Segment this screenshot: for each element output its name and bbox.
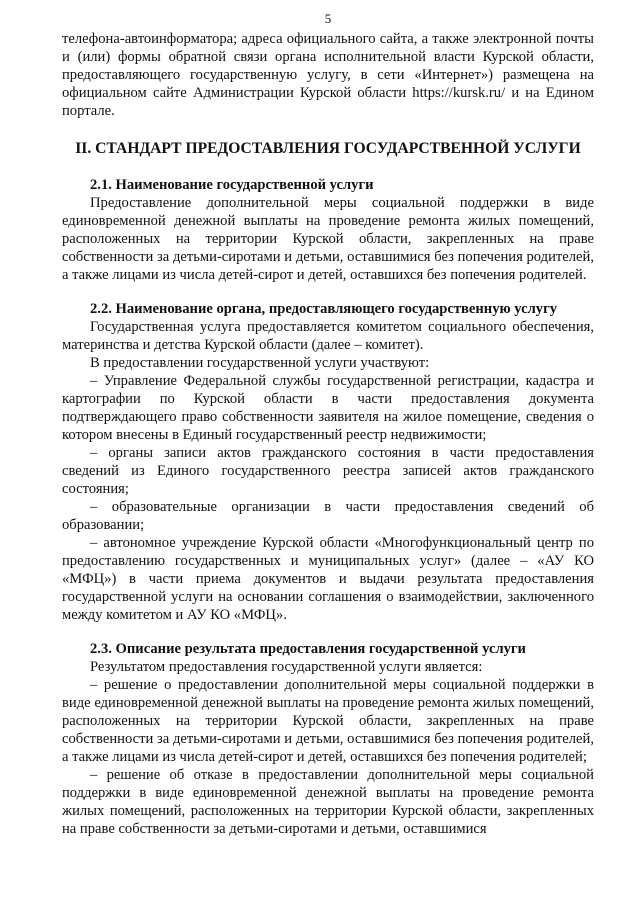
subsection-title: 2.1. Наименование государственной услуги [90, 177, 374, 193]
paragraph: – Управление Федеральной службы государственной регистрации, кадастра и картографии по Курской области в части предоставления документа подтверждающего право собственности заявителя на жилое помещение, сведения о котором внесены в Единый государственный реестр недвижимости; [62, 373, 594, 443]
paragraph: Результатом предоставления государственной услуги является: [90, 659, 483, 675]
paragraph: В предоставлении государственной услуги участвуют: [90, 355, 430, 371]
subsection-2-3 [62, 640, 594, 838]
section-title: II. СТАНДАРТ ПРЕДОСТАВЛЕНИЯ ГОСУДАРСТВЕННОЙ УСЛУГИ [75, 140, 581, 157]
document-content [62, 30, 594, 838]
intro-paragraph: телефона-автоинформатора; адреса официального сайта, а также электронной почты и (или) формы обратной связи органа исполнительной власти Курской области, предоставляющего государственную услугу, в сети «Интернет») размещена на официальном сайте Администрации Курской области https://kursk.ru/ и на Едином портале. [62, 31, 594, 119]
page-number: 5 [324, 11, 332, 26]
subsection-2-1 [62, 176, 594, 284]
subsection-title: 2.2. Наименование органа, предоставляющего государственную услугу [90, 301, 558, 317]
document-page [62, 0, 594, 905]
subsection-2-2 [62, 300, 594, 624]
paragraph: – образовательные организации в части предоставления сведений об образовании; [62, 499, 594, 533]
paragraph: Предоставление дополнительной меры социальной поддержки в виде единовременной денежной выплаты на проведение ремонта жилых помещений, расположенных на территории Курской области, закрепленных на праве собственности за детьми-сиротами и детьми, оставшимися без попечения родителей, а также лицами из числа детей-сирот и детей, оставшихся без попечения родителей. [62, 195, 594, 283]
paragraph: – органы записи актов гражданского состояния в части предоставления сведений из Единого государственного реестра записей актов гражданского состояния; [62, 445, 594, 497]
paragraph: – решение о предоставлении дополнительной меры социальной поддержки в виде единовременной денежной выплаты на проведение ремонта жилых помещений, расположенных на территории Курской области, закрепленных на праве собственности за детьми-сиротами и детьми, оставшимися без попечения родителей, а также лицами из числа детей-сирот и детей, оставшихся без попечения родителей; [62, 677, 594, 765]
paragraph: – решение об отказе в предоставлении дополнительной меры социальной поддержки в виде единовременной денежной выплаты на проведение ремонта жилых помещений, расположенных на территории Курской области, закрепленных на праве собственности за детьми-сиротами и детьми, оставшимися [62, 767, 594, 837]
paragraph: – автономное учреждение Курской области «Многофункциональный центр по предоставлению государственных и муниципальных услуг» (далее – «АУ КО «МФЦ») в части приема документов и выдачи результата предоставления государственной услуги на основании соглашения о взаимодействии, заключенного между комитетом и АУ КО «МФЦ». [62, 535, 594, 623]
subsection-title: 2.3. Описание результата предоставления государственной услуги [90, 641, 526, 657]
paragraph: Государственная услуга предоставляется комитетом социального обеспечения, материнства и детства Курской области (далее – комитет). [62, 319, 594, 353]
